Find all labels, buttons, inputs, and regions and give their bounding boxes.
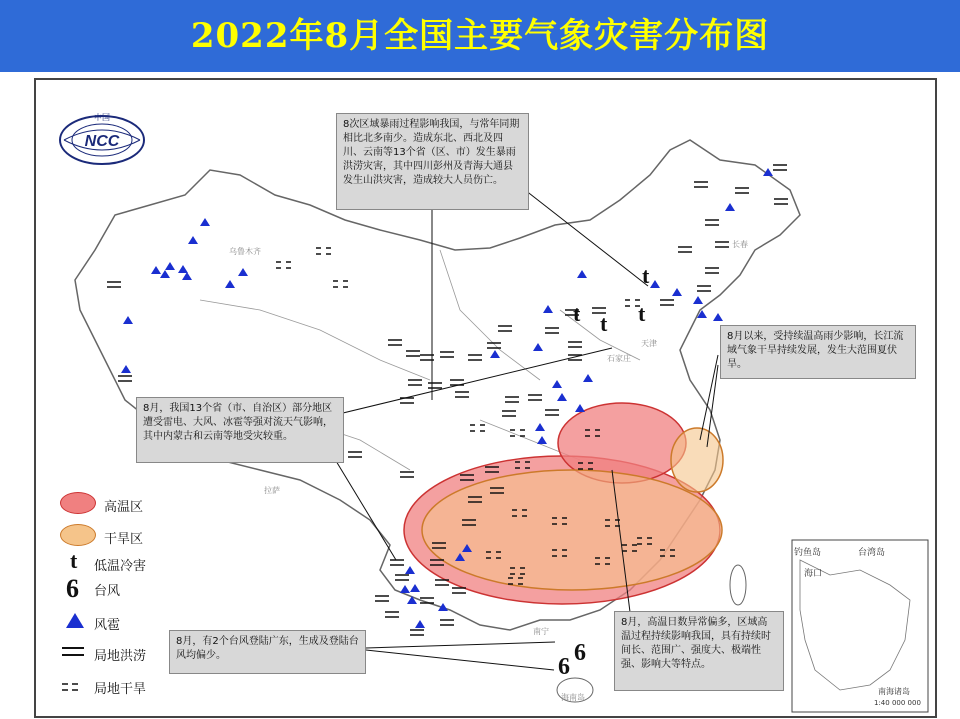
svg-text:6: 6 xyxy=(558,654,570,680)
legend-label-typhoon: 台风 xyxy=(94,584,121,599)
legend-label-flood: 局地洪涝 xyxy=(94,649,147,664)
place-label: 南宁 xyxy=(533,627,549,636)
svg-text:t: t xyxy=(573,301,581,326)
legend-label-dry: 局地干旱 xyxy=(94,682,147,697)
legend-label-drought: 干旱区 xyxy=(104,532,144,547)
annotation-heat: 8月，高温日数异常偏多，区域高温过程持续影响我国，具有持续时间长、范围广、强度大、极端性强、影响大等特点。 xyxy=(614,611,784,691)
legend-symbol-typhoon: 6 xyxy=(66,574,79,603)
legend-swatch-high-temp xyxy=(60,492,96,514)
svg-text:t: t xyxy=(638,301,646,326)
place-label: 石家庄 xyxy=(607,354,631,363)
legend-label-high-temp: 高温区 xyxy=(104,500,144,515)
legend-label-hail: 风雹 xyxy=(94,618,121,633)
ncc-logo xyxy=(54,110,150,166)
drought-zone-east xyxy=(671,428,723,492)
legend-symbol-flood xyxy=(62,647,84,656)
legend-symbol-dry xyxy=(62,680,84,688)
page-title: 2022年8月全国主要气象灾害分布图 xyxy=(190,16,770,56)
drought-zone-main xyxy=(422,470,722,590)
place-label: 海口 xyxy=(804,569,823,579)
annotation-typhoon: 8月，有2个台风登陆广东，生成及登陆台风均偏少。 xyxy=(169,630,366,674)
legend-symbol-hail xyxy=(66,613,84,628)
legend-label-cold: 低温冷害 xyxy=(94,559,147,574)
place-label: 长春 xyxy=(732,240,748,249)
inset-scale: 1:40 000 000 xyxy=(874,699,921,707)
inset-title: 南海诸岛 xyxy=(878,687,910,696)
annotation-drought: 8月以来，受持续温高雨少影响，长江流域气象干旱持续发展，发生大范围夏伏旱。 xyxy=(720,325,916,379)
svg-text:6: 6 xyxy=(574,640,586,666)
legend-swatch-drought xyxy=(60,524,96,546)
place-label: 天津 xyxy=(641,339,657,348)
svg-text:t: t xyxy=(642,263,650,288)
legend-symbol-cold: t xyxy=(70,548,78,573)
place-label: 海南岛 xyxy=(561,693,585,702)
svg-text:t: t xyxy=(600,311,608,336)
annotation-rain: 8次区域暴雨过程影响我国，与常年同期相比北多南少。造成东北、西北及四川、云南等13个省（区、市）发生暴雨洪涝灾害，其中四川彭州及青海大通县发生山洪灾害，造成较大人员伤亡。 xyxy=(336,113,529,210)
svg-text:NCC: NCC xyxy=(84,133,120,150)
place-label: 乌鲁木齐 xyxy=(229,247,261,256)
place-label: 台湾岛 xyxy=(858,548,886,558)
annotation-convective: 8月，我国13个省（市、自治区）部分地区遭受雷电、大风、冰雹等强对流天气影响，其中内蒙古和云南等地受灾较重。 xyxy=(136,397,344,463)
typhoon-markers xyxy=(558,640,586,680)
place-label: 钓鱼岛 xyxy=(794,548,822,558)
place-label: 拉萨 xyxy=(264,486,280,495)
svg-text:中国: 中国 xyxy=(94,113,110,122)
